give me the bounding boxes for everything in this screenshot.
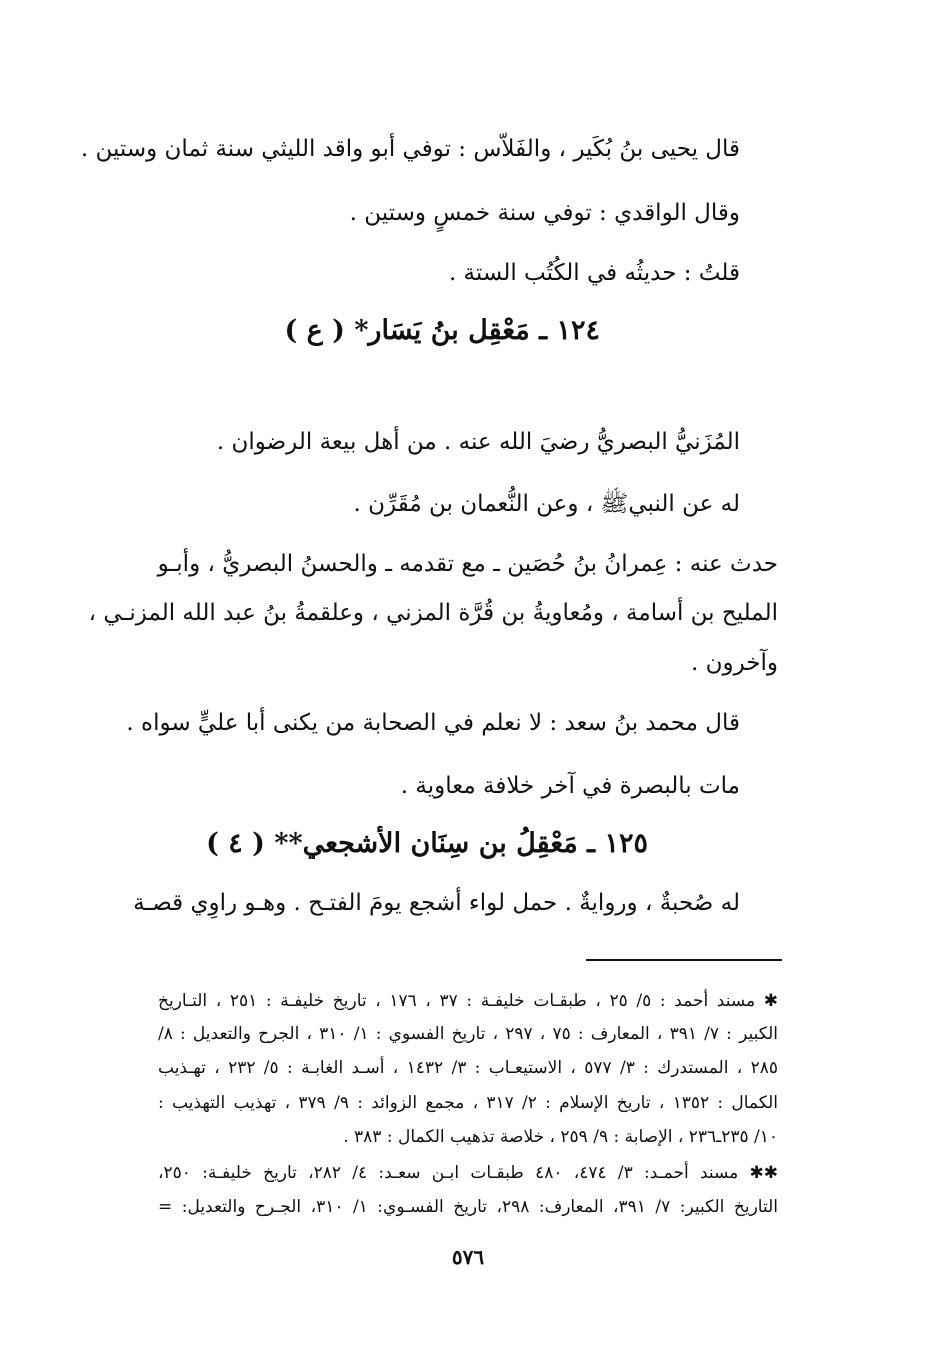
page-number: ٥٧٦ [451,1245,485,1269]
entry-124-narrators-line-2: المليح بن أسامة ، ومُعاويةُ بن قُرَّة المزني ، وعلقمةُ بنُ عبد الله المزنـي ، [88,600,778,626]
footnote-divider [586,959,782,961]
footnote-1-line-2: الكبير : ٧/ ٣٩١ ، المعارف : ٧٥ ، ٢٩٧ ، تاريخ الفسوي : ١/ ٣١٠ ، الجرح والتعديل : ٨/ [158,1024,779,1044]
footnote-2-line-1: ✱✱ مسند أحمـد: ٣/ ٤٧٤، ٤٨٠ طبقـات ابـن سعـد: ٤/ ٢٨٢، تاريخ خليفـة: ٢٥٠، [158,1163,779,1183]
entry-124-narrators-line-3: وآخرون . [690,650,778,676]
entry-124-paragraph-narrates: له عن النبيﷺ ، وعن النُّعمان بن مُقَرِّن . [353,491,740,517]
entry-heading-125: ١٢٥ ـ مَعْقِلُ بن سِنَان الأشجعي** ( ٤ ) [206,828,648,859]
entry-heading-124: ١٢٤ ـ مَعْقِل بنُ يَسَار* ( ع ) [284,315,600,346]
text-line-waqidi: وقال الواقدي : توفي سنة خمسٍ وستين . [349,200,740,226]
entry-124-paragraph-nisba: المُزَنيُّ البصريُّ رضيَ الله عنه . من أهل بيعة الرضوان . [216,429,740,455]
footnote-1-line-5: ١٠/ ٢٣٥ـ٢٣٦ ، الإصابة : ٩/ ٢٥٩ ، خلاصة تذهيب الكمال : ٣٨٣ . [343,1127,778,1147]
text-line-qultu: قلتُ : حديثُه في الكُتُب الستة . [448,260,740,286]
entry-124-paragraph-ibn-sad: قال محمد بنُ سعد : لا نعلم في الصحابة من يكنى أبا عليٍّ سواه . [126,710,740,736]
footnote-1-line-3: ٢٨٥ ، المستدرك : ٣/ ٥٧٧ ، الاستيعـاب : ٣/ ١٤٣٢ ، أسـد الغابـة : ٥/ ٢٣٢ ، تهـذيب [158,1058,778,1078]
footnote-1-line-4: الكمال : ١٣٥٢ ، تاريخ الإسلام : ٢/ ٣١٧ ، مجمع الزوائد : ٩/ ٣٧٩ ، تهذيب التهذيب : [158,1093,779,1113]
footnote-2-line-2: التاريخ الكبير: ٧/ ٣٩١، المعارف: ٢٩٨، تاريخ الفسـوي: ١/ ٣١٠، الجـرح والتعديل: = [158,1197,778,1217]
entry-124-paragraph-death: مات بالبصرة في آخر خلافة معاوية . [400,773,740,799]
text-line-bukayr: قال يحيى بنُ بُكَير ، والفَلاّس : توفي أبو واقد الليثي سنة ثمان وستين . [80,136,740,162]
entry-124-narrators-line-1: حدث عنه : عِمرانُ بنُ حُصَين ـ مع تقدمه ـ والحسنُ البصريُّ ، وأبـو [157,551,778,577]
footnote-1-line-1: ✱ مسند أحمد : ٥/ ٢٥ ، طبقـات خليفـة : ٣٧ ، ١٧٦ ، تاريخ خليفـة : ٢٥١ ، التـاريخ [158,991,778,1011]
entry-125-paragraph: له صُحبةٌ ، وروايةٌ . حمل لواء أشجع يومَ الفتـح . وهـو راوِي قصـة [133,890,740,916]
